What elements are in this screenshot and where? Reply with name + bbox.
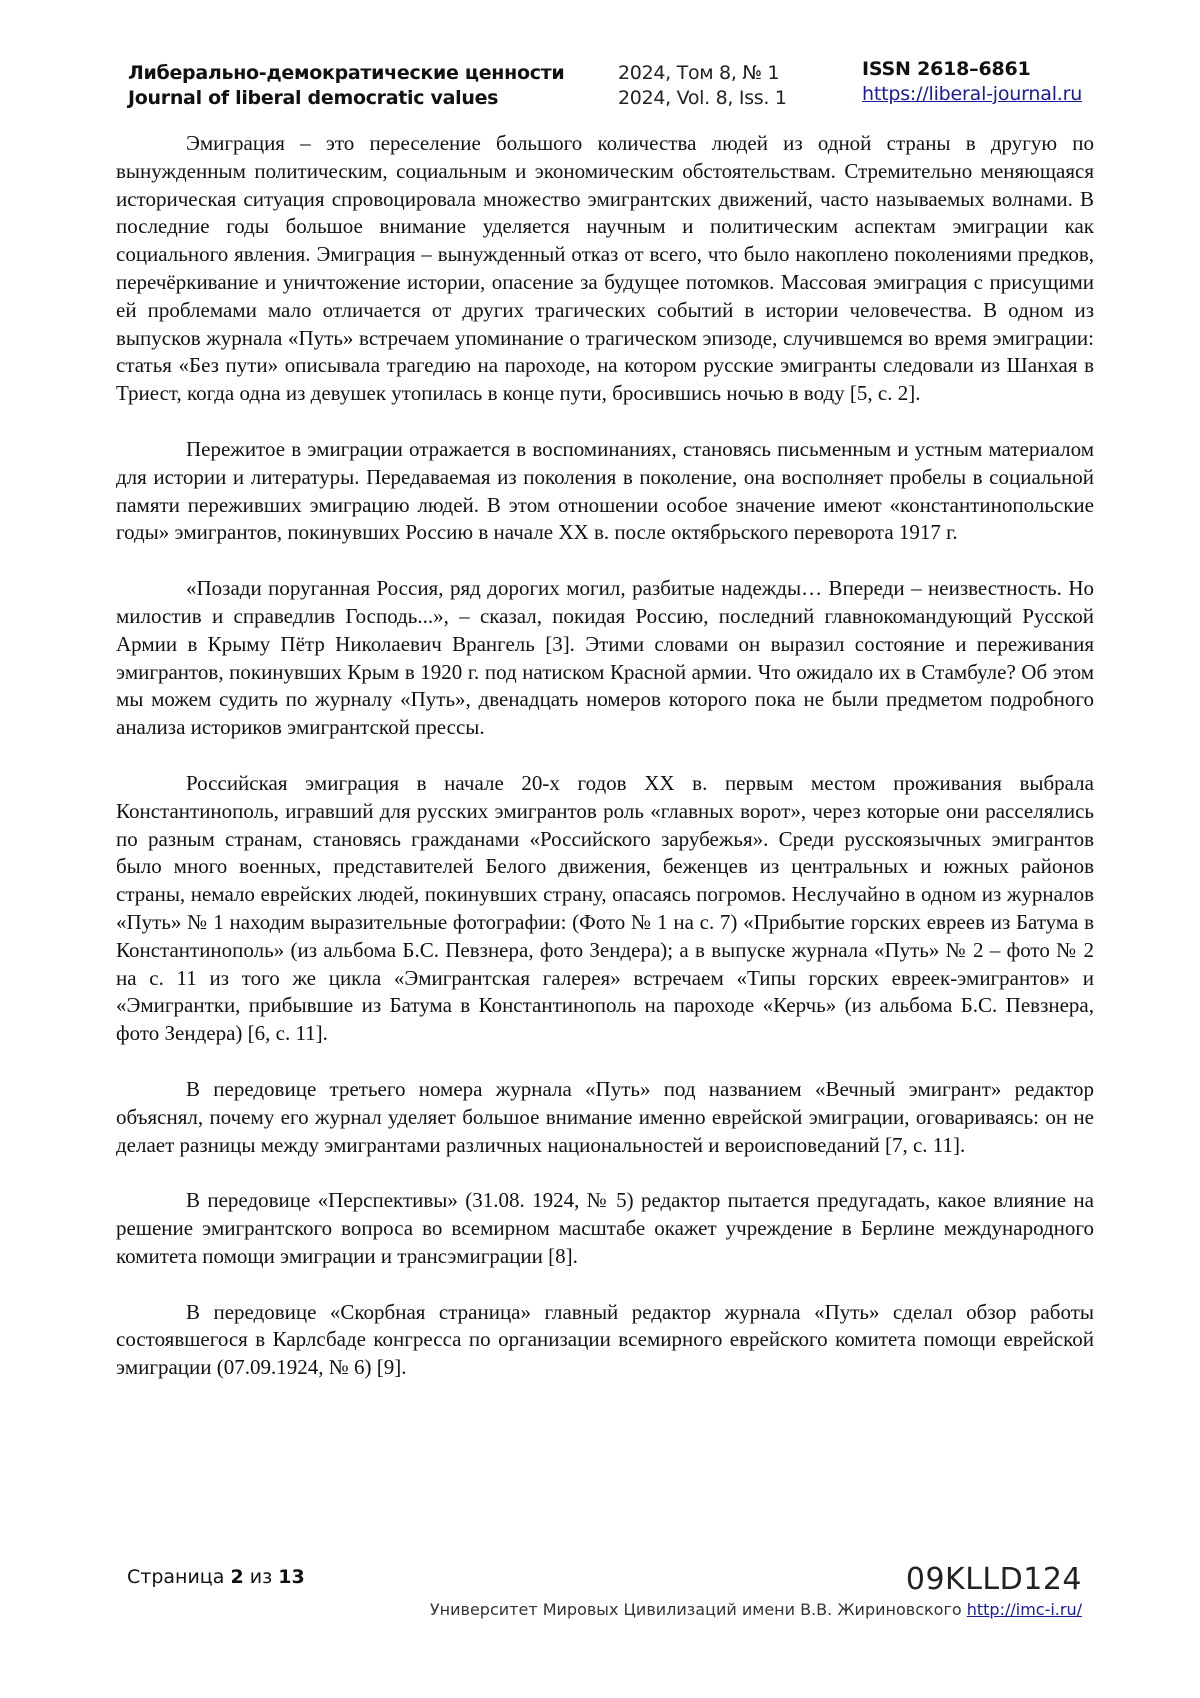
university-line — [430, 1600, 1082, 1619]
paragraph: Эмиграция – это переселение большого количества людей из одной страны в другую по вынужденным политическим, социальным и экономическим обстоятельствам. Стремительно меняющаяся историческая ситуация спровоцировала множество эмигрантских движений, часто называемых волнами. В последние годы большое внимание уделяется научным и политическим аспектам эмиграции как социального явления. Эмиграция – вынужденный отказ от всего, что было накоплено поколениями предков, перечёркивание и уничтожение истории, опасение за будущее потомков. Массовая эмиграция с присущими ей проблемами мало отличается от других трагических событий в истории человечества. В одном из выпусков журнала «Путь» встречаем упоминание о трагическом эпизоде, случившемся во время эмиграции: статья «Без пути» описывала трагедию на пароходе, на котором русские эмигранты следовали из Шанхая в Триест, когда одна из девушек утопилась в конце пути, бросившись ночью в воду [5, с. 2]. — [116, 131, 1094, 406]
page-number — [127, 1566, 305, 1588]
issue-en: 2024, Vol. 8, Iss. 1 — [618, 87, 787, 109]
journal-title — [128, 61, 564, 111]
page-word: Страница — [127, 1566, 225, 1588]
paragraph: В передовице «Перспективы» (31.08. 1924, № 5) редактор пытается предугадать, какое влияние на решение эмигрантского вопроса во всемирном масштабе окажет учреждение в Берлине международного комитета помощи эмиграции и трансэмиграции [8]. — [116, 1188, 1094, 1268]
university-name: Университет Мировых Цивилизаций имени В.В. Жириновского — [429, 1600, 962, 1619]
issn-block — [862, 57, 1082, 107]
of-word: из — [249, 1566, 273, 1588]
paragraph: «Позади поруганная Россия, ряд дорогих могил, разбитые надежды… Впереди – неизвестность. Но милостив и справедлив Господь...», – сказал, покидая Россию, последний главнокомандующий Русской Армии в Крыму Пётр Николаевич Врангель [3]. Этими словами он выразил состояние и переживания эмигрантов, покинувших Крым в 1920 г. под натиском Красной армии. Что ожидало их в Стамбуле? Об этом мы можем судить по журналу «Путь», двенадцать номеров которого пока не были предметом подробного анализа историков эмигрантской прессы. — [116, 576, 1094, 740]
paragraph: Пережитое в эмиграции отражается в воспоминаниях, становясь письменным и устным материалом для истории и литературы. Передаваемая из поколения в поколение, она восполняет пробелы в социальной памяти переживших эмиграцию людей. В этом отношении особое значение имеют «константинопольские годы» эмигрантов, покинувших Россию в начале XX в. после октябрьского переворота 1917 г. — [116, 436, 1094, 545]
current-page: 2 — [230, 1566, 244, 1588]
article-code: 09KLLD124 — [905, 1562, 1082, 1597]
university-link[interactable]: http://imc-i.ru/ — [966, 1600, 1082, 1619]
paragraph: В передовице третьего номера журнала «Путь» под названием «Вечный эмигрант» редактор объяснял, почему его журнал уделяет большое внимание именно еврейской эмиграции, оговариваясь: он не делает разницы между эмигрантами различных национальностей и вероисповеданий [7, с. 11]. — [116, 1076, 1094, 1157]
journal-title-ru: Либерально-демократические ценности — [128, 62, 565, 84]
article-body — [116, 130, 1094, 1410]
issue-ru: 2024, Том 8, № 1 — [618, 62, 780, 84]
paragraph: В передовице «Скорбная страница» главный редактор журнала «Путь» сделал обзор работы состоявшегося в Карлсбаде конгресса по организации всемирного еврейского комитета помощи еврейской эмиграции (07.09.1924, № 6) [9]. — [116, 1299, 1094, 1380]
journal-link[interactable]: https://liberal-journal.ru — [862, 83, 1083, 105]
journal-title-en: Journal of liberal democratic values — [128, 87, 499, 109]
issn: ISSN 2618–6861 — [862, 58, 1031, 80]
paragraph: Российская эмиграция в начале 20-х годов XX в. первым местом проживания выбрала Константинополь, игравший для русских эмигрантов роль «главных ворот», через которые они расселялись по разным странам, становясь гражданами «Российского зарубежья». Среди русскоязычных эмигрантов было много военных, представителей Белого движения, беженцев из центральных и южных районов страны, немало еврейских людей, покинувших страну, опасаясь погромов. Неслучайно в одном из журналов «Путь» № 1 находим выразительные фотографии: (Фото № 1 на с. 7) «Прибытие горских евреев из Батума в Константинополь» (из альбома Б.С. Певзнера, фото Зендера); а в выпуске журнала «Путь» № 2 – фото № 2 на с. 11 из того же цикла «Эмигрантская галерея» встречаем «Типы горских евреек-эмигрантов» и «Эмигрантки, прибывшие из Батума в Константинополь на пароходе «Керчь» (из альбома Б.С. Певзнера, фото Зендера) [6, с. 11]. — [116, 770, 1094, 1046]
total-pages: 13 — [278, 1566, 305, 1588]
issue-info — [618, 61, 787, 111]
